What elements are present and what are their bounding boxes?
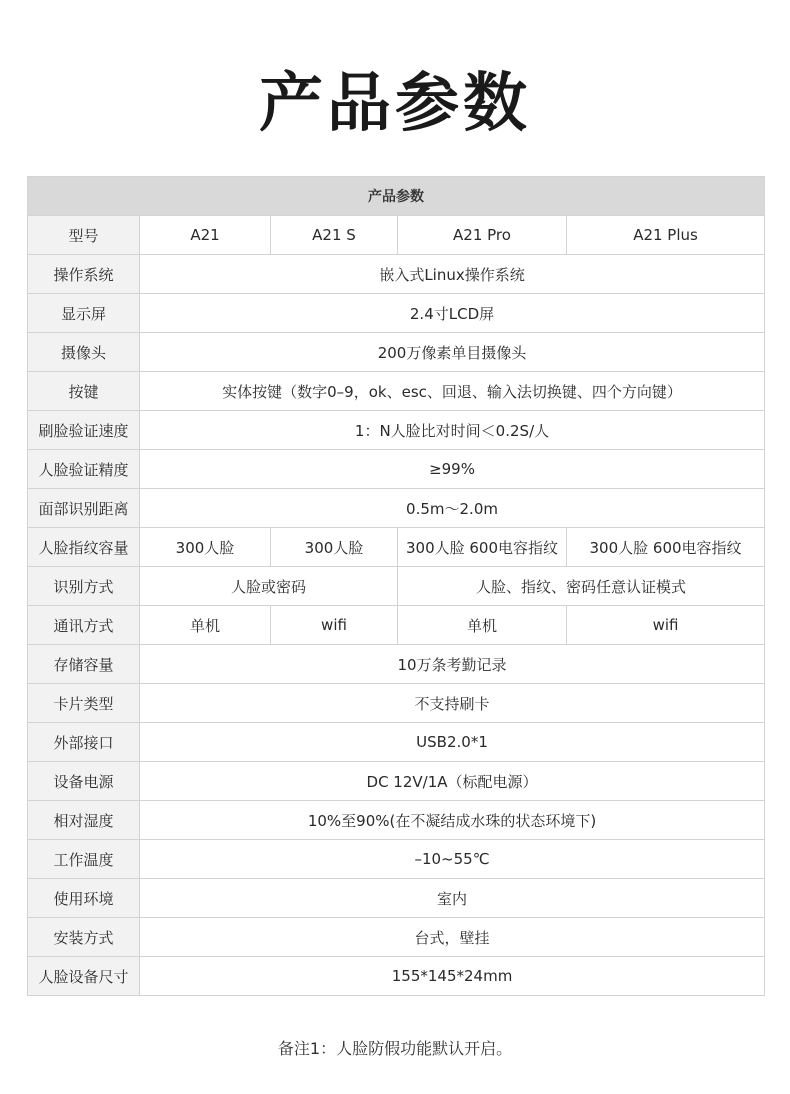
table-row — [28, 372, 765, 411]
row-label: 显示屏 — [28, 294, 140, 333]
row-label: 安装方式 — [28, 918, 140, 957]
row-label: 卡片类型 — [28, 684, 140, 723]
identify-cell: 人脸或密码 — [140, 567, 398, 606]
comm-cell: 单机 — [398, 606, 567, 645]
row-label: 相对湿度 — [28, 801, 140, 840]
row-value: 台式，壁挂 — [140, 918, 765, 957]
row-value: 0.5m～2.0m — [140, 489, 765, 528]
row-value: 155*145*24mm — [140, 957, 765, 996]
row-label: 设备电源 — [28, 762, 140, 801]
row-label: 人脸设备尺寸 — [28, 957, 140, 996]
table-row — [28, 450, 765, 489]
row-label: 识别方式 — [28, 567, 140, 606]
model-cell: A21 Plus — [567, 216, 765, 255]
row-label: 按键 — [28, 372, 140, 411]
table-row — [28, 294, 765, 333]
row-label: 使用环境 — [28, 879, 140, 918]
row-value: 200万像素单目摄像头 — [140, 333, 765, 372]
row-label: 存储容量 — [28, 645, 140, 684]
comm-cell: wifi — [271, 606, 398, 645]
table-row — [28, 255, 765, 294]
table-row — [28, 684, 765, 723]
model-cell: A21 S — [271, 216, 398, 255]
row-label: 人脸指纹容量 — [28, 528, 140, 567]
row-value: ≥99% — [140, 450, 765, 489]
row-value: 2.4寸LCD屏 — [140, 294, 765, 333]
row-value: 室内 — [140, 879, 765, 918]
footnote: 备注1：人脸防假功能默认开启。 — [277, 1039, 513, 1058]
table-row — [28, 840, 765, 879]
table-row — [28, 879, 765, 918]
capacity-cell: 300人脸 600电容指纹 — [567, 528, 765, 567]
table-header: 产品参数 — [28, 177, 765, 216]
model-cell: A21 Pro — [398, 216, 567, 255]
row-value: 10%至90%(在不凝结成水珠的状态环境下) — [140, 801, 765, 840]
row-value: DC 12V/1A（标配电源） — [140, 762, 765, 801]
comm-cell: 单机 — [140, 606, 271, 645]
page-title: 产品参数 — [259, 67, 531, 141]
row-value: 10万条考勤记录 — [140, 645, 765, 684]
row-value: 嵌入式Linux操作系统 — [140, 255, 765, 294]
row-value: 实体按键（数字0–9，ok、esc、回退、输入法切换键、四个方向键） — [140, 372, 765, 411]
row-label: 操作系统 — [28, 255, 140, 294]
row-value: 不支持刷卡 — [140, 684, 765, 723]
row-label: 型号 — [28, 216, 140, 255]
row-label: 摄像头 — [28, 333, 140, 372]
table-row — [28, 411, 765, 450]
row-label: 工作温度 — [28, 840, 140, 879]
table-row-model — [28, 216, 765, 255]
capacity-cell: 300人脸 — [271, 528, 398, 567]
table-row — [28, 801, 765, 840]
row-label: 通讯方式 — [28, 606, 140, 645]
row-value: –10~55℃ — [140, 840, 765, 879]
row-value: 1：N人脸比对时间＜0.2S/人 — [140, 411, 765, 450]
table-row — [28, 723, 765, 762]
table-row — [28, 489, 765, 528]
table-row-identify — [28, 567, 765, 606]
row-label: 人脸验证精度 — [28, 450, 140, 489]
table-row — [28, 333, 765, 372]
spec-table — [27, 176, 765, 996]
table-row — [28, 957, 765, 996]
identify-cell: 人脸、指纹、密码任意认证模式 — [398, 567, 765, 606]
comm-cell: wifi — [567, 606, 765, 645]
row-value: USB2.0*1 — [140, 723, 765, 762]
row-label: 刷脸验证速度 — [28, 411, 140, 450]
table-row — [28, 918, 765, 957]
table-row-comm — [28, 606, 765, 645]
capacity-cell: 300人脸 600电容指纹 — [398, 528, 567, 567]
table-row — [28, 645, 765, 684]
row-label: 面部识别距离 — [28, 489, 140, 528]
capacity-cell: 300人脸 — [140, 528, 271, 567]
table-row-capacity — [28, 528, 765, 567]
model-cell: A21 — [140, 216, 271, 255]
row-label: 外部接口 — [28, 723, 140, 762]
table-row — [28, 762, 765, 801]
